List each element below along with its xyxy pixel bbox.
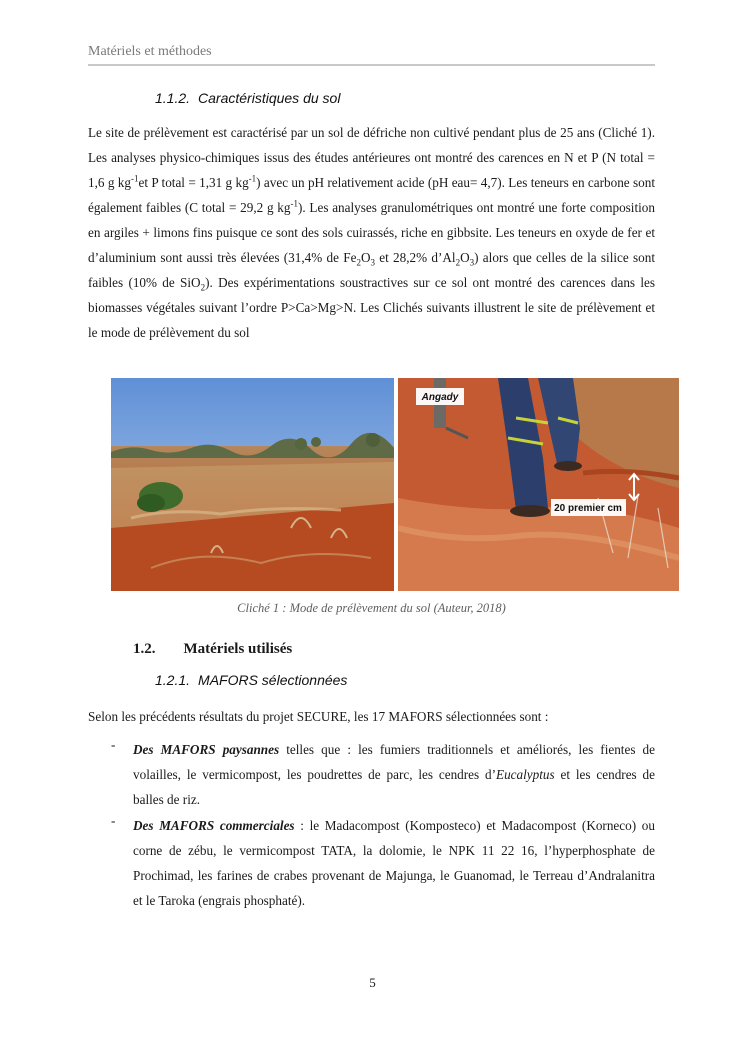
- header-rule: [88, 64, 655, 66]
- depth-label: 20 premier cm: [554, 503, 622, 514]
- angady-label: Angady: [421, 392, 459, 403]
- section-title: Matériels utilisés: [183, 641, 293, 657]
- section-heading-1-2-1: [155, 672, 347, 688]
- running-header: Matériels et méthodes: [88, 44, 212, 59]
- section-number: 1.1.2.: [155, 90, 191, 106]
- section-title: Caractéristiques du sol: [198, 90, 341, 106]
- section-heading-1-2: [133, 641, 292, 658]
- section-number: 1.2.: [133, 641, 156, 657]
- list-item: Des MAFORS commerciales : le Madacompost (Komposteco) et Madacompost (Korneco) ou corne de zébu, le vermicompost TATA, la dolomie, le NPK 11 22 16, l’hyperphosphate de Prochimad, les farines de crabes provenant de Majunga, le Guanomad, le Terreau d’Andralanitra et le Taroka (engrais phosphaté).: [133, 818, 655, 908]
- list-item-dash: -: [111, 813, 116, 828]
- soil-characteristics-paragraph: Le site de prélèvement est caractérisé par un sol de défriche non cultivé pendant plus de 25 ans (Cliché 1). Les analyses physico-chimiques issus des études antérieures ont montré des carences en N et P (N total = 1,6 g $kg^{-1}et$ P total = 1,31 g $kg^{-1}$) avec un pH relativement acide (pH eau= 4,7). Les teneurs en carbone sont également faibles (C total = 29,2 g $kg^{-1}$). Les analyses granulométriques ont montré une forte composition en argiles + limons fins puisque ce sont des sols cuirassés, riche en gibbsite. Les teneurs en oxyde de fer et d’aluminium sont aussi très élevées (31,4% de $Fe_2O_3$ et 28,2% $d’Al_2O_3$) alors que celles de la silice sont faibles (10% de SiO$_2$). Des expérimentations soustractives sur ce sol ont montré des carences dans les biomasses végétales suivant l’ordre P>Ca>Mg>N. Les Clichés suivants illustrent le site de prélèvement et le mode de prélèvement du sol: [88, 125, 656, 340]
- figure-caption: Cliché 1 : Mode de prélèvement du sol (Auteur, 2018): [237, 601, 506, 615]
- sampling-photo: [398, 378, 679, 591]
- list-item-dash: -: [111, 737, 116, 752]
- page-number: 5: [369, 975, 376, 990]
- section-heading-1-1-2: [155, 90, 340, 106]
- intro-paragraph: Selon les précédents résultats du projet SECURE, les 17 MAFORS sélectionnées sont :: [88, 709, 549, 724]
- section-title: MAFORS sélectionnées: [198, 672, 348, 688]
- section-number: 1.2.1.: [155, 672, 191, 688]
- list-item: Des MAFORS paysannes telles que : les fumiers traditionnels et améliorés, les fientes de volailles, le vermicompost, les poudrettes de parc, les cendres d’Eucalyptus et les cendres de balles de riz.: [133, 742, 656, 807]
- field-landscape-photo: [111, 378, 394, 591]
